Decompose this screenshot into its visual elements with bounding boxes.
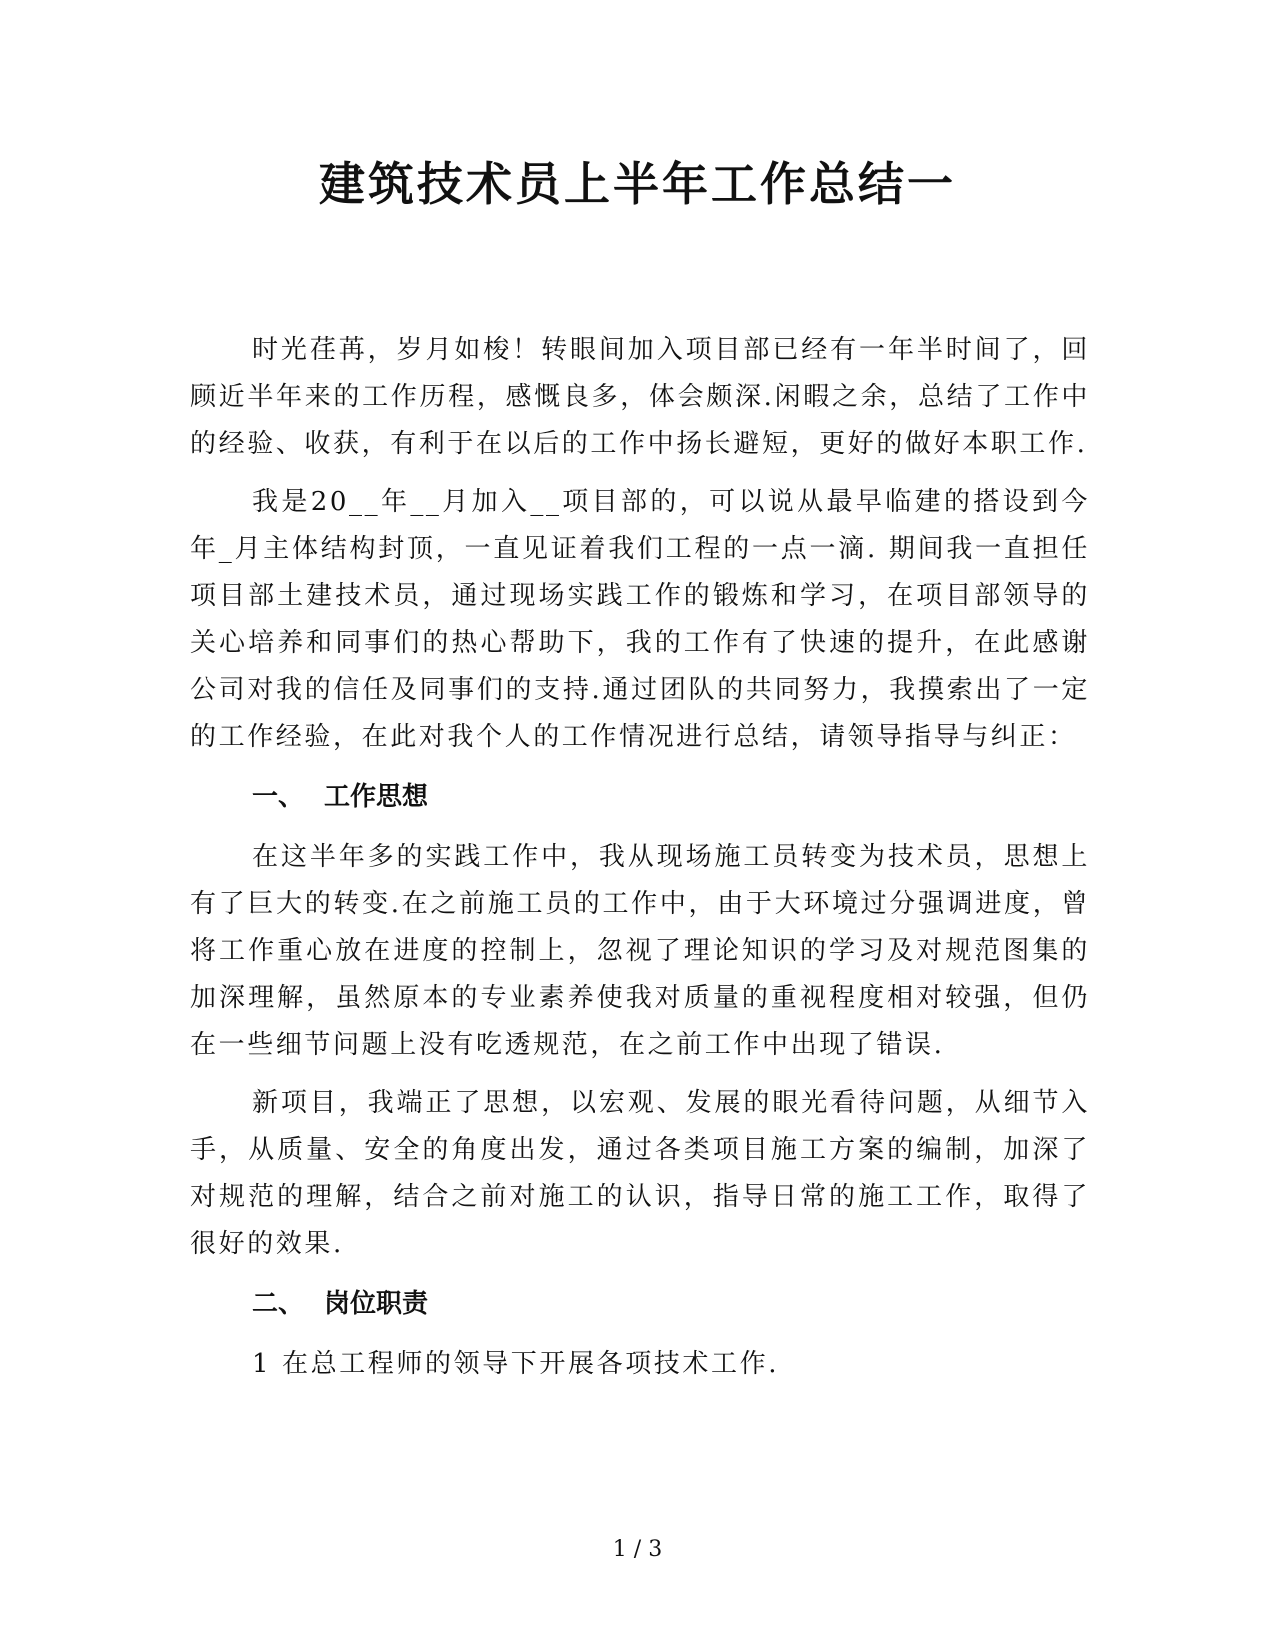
page-number: 1 / 3 <box>612 1537 663 1562</box>
section-number: 一、 <box>252 782 305 812</box>
intro-paragraph: 时光荏苒，岁月如梭！转眼间加入项目部已经有一年半时间了，回顾近半年来的工作历程，感慨良多，体会颇深.闲暇之余，总结了工作中的经验、收获，有利于在以后的工作中扬长避短，更好的做好本职工作. <box>190 335 1090 459</box>
section-title: 工作思想 <box>324 782 429 812</box>
section1-paragraph: 在这半年多的实践工作中，我从现场施工员转变为技术员，思想上有了巨大的转变.在之前施工员的工作中，由于大环境过分强调进度，曾将工作重心放在进度的控制上，忽视了理论知识的学习及对规范图集的加深理解，虽然原本的专业素养使我对质量的重视程度相对较强，但仍在一些细节问题上没有吃透规范，在之前工作中出现了错误. <box>190 842 1090 1060</box>
section-title: 岗位职责 <box>324 1289 429 1319</box>
document-title: 建筑技术员上半年工作总结一 <box>319 157 956 211</box>
duty-list-item <box>252 1341 1090 1388</box>
duty-item-number: 1 <box>252 1349 272 1379</box>
section-heading-work-thinking <box>252 774 1090 821</box>
section-heading-job-duties <box>252 1281 1090 1328</box>
section1-paragraph: 新项目，我端正了思想，以宏观、发展的眼光看待问题，从细节入手，从质量、安全的角度出发，通过各类项目施工方案的编制，加深了对规范的理解，结合之前对施工的认识，指导日常的施工工作，取得了很好的效果. <box>190 1088 1090 1259</box>
document-body <box>190 327 1090 1388</box>
background-paragraph: 我是20__年__月加入__项目部的，可以说从最早临建的搭设到今年_月主体结构封顶，一直见证着我们工程的一点一滴. 期间我一直担任项目部土建技术员，通过现场实践工作的锻炼和学习，在项目部领导的关心培养和同事们的热心帮助下，我的工作有了快速的提升，在此感谢公司对我的信任及同事们的支持.通过团队的共同努力，我摸索出了一定的工作经验，在此对我个人的工作情况进行总结，请领导指导与纠正： <box>190 487 1090 752</box>
duty-item-text: 在总工程师的领导下开展各项技术工作. <box>282 1349 780 1379</box>
section-number: 二、 <box>252 1289 305 1319</box>
